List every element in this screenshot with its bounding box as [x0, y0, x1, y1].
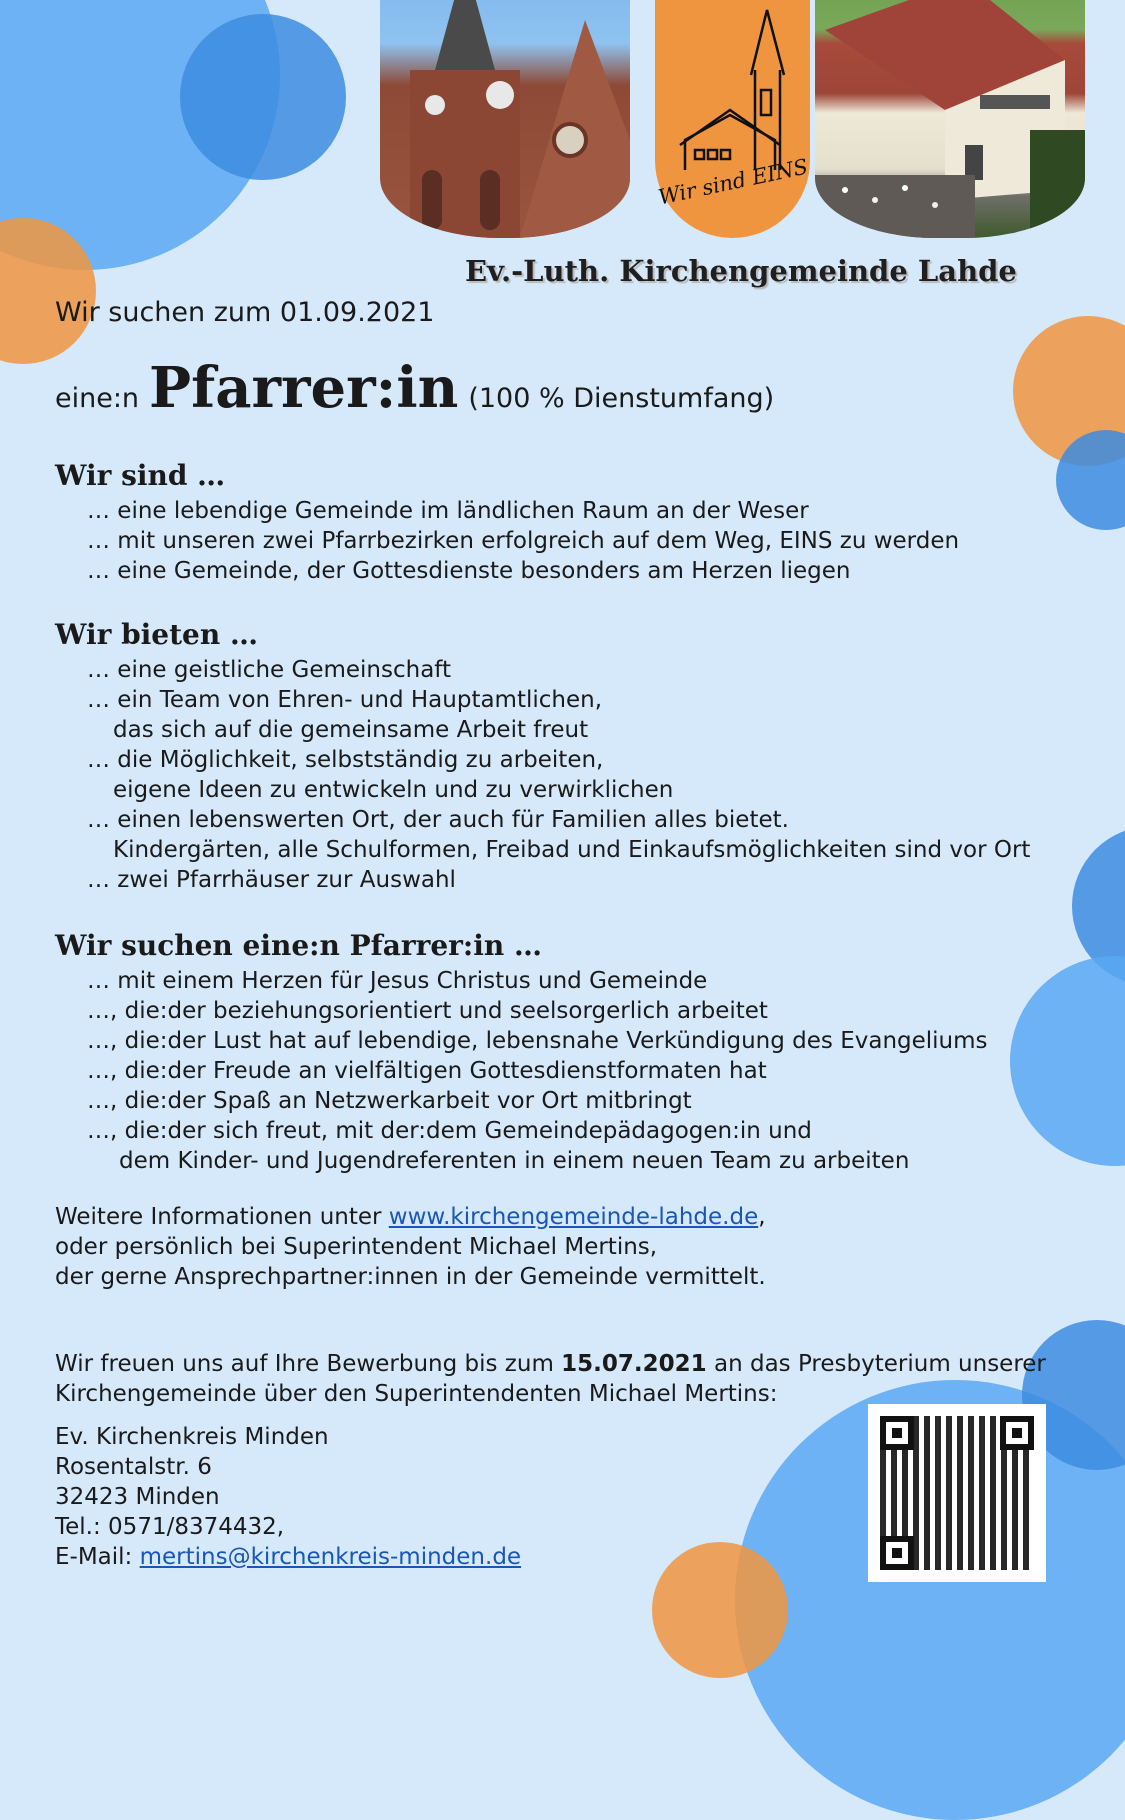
job-headline [55, 355, 774, 421]
decor-circle-orange-bottom [652, 1542, 788, 1678]
list-item: … mit einem Herzen für Jesus Christus und Gemeinde [87, 968, 708, 994]
list-item: … eine geistliche Gemeinschaft [87, 657, 452, 683]
headline-suffix: (100 % Dienstumfang) [468, 383, 775, 414]
info-block: Weitere Informationen unter www.kirchengemeinde-lahde.de, oder persönlich bei Superintendent Michael Mertins, der gerne Ansprechpartner:innen in der Gemeinde vermittelt. [55, 1204, 766, 1290]
deadline-date: 15.07.2021 [561, 1351, 707, 1377]
qr-finder [880, 1536, 914, 1570]
logo-panel [630, 0, 815, 238]
list-item: … die Möglichkeit, selbstständig zu arbeiten, eigene Ideen zu entwickeln und zu verwirklichen [87, 747, 674, 803]
list-item: …, die:der Spaß an Netzwerkarbeit vor Ort mitbringt [87, 1088, 692, 1114]
section-wir-sind [55, 458, 959, 586]
logo-oval [655, 0, 810, 238]
section-heading: Wir suchen eine:n Pfarrer:in … [55, 929, 542, 962]
header-photos [380, 0, 1085, 238]
list-item: … eine Gemeinde, der Gottesdienste besonders am Herzen liegen [87, 558, 851, 584]
list-item: … eine lebendige Gemeinde im ländlichen Raum an der Weser [87, 498, 809, 524]
list-item: … mit unseren zwei Pfarrbezirken erfolgreich auf dem Weg, EINS zu werden [87, 528, 960, 554]
website-link[interactable]: www.kirchengemeinde-lahde.de [388, 1204, 759, 1230]
qr-finder [880, 1416, 914, 1450]
list-item: …, die:der beziehungsorientiert und seelsorgerlich arbeitet [87, 998, 768, 1024]
org-title: Ev.-Luth. Kirchengemeinde Lahde [465, 254, 1017, 288]
list-item: … zwei Pfarrhäuser zur Auswahl [87, 867, 456, 893]
section-wir-bieten [55, 617, 1030, 895]
list-item: …, die:der Lust hat auf lebendige, lebensnahe Verkündigung des Evangeliums [87, 1028, 988, 1054]
list-item: …, die:der sich freut, mit der:dem Gemeindepädagogen:in und dem Kinder- und Jugendreferenten in einem neuen Team zu arbeiten [87, 1118, 910, 1174]
email-link[interactable]: mertins@kirchenkreis-minden.de [139, 1544, 522, 1570]
section-heading: Wir bieten … [55, 618, 258, 651]
list-item: …, die:der Freude an vielfältigen Gottesdienstformaten hat [87, 1058, 767, 1084]
logo-text: Wir sind EINS [656, 154, 811, 210]
church-photo [380, 0, 630, 238]
list-item: … einen lebenswerten Ort, der auch für Familien alles bietet. Kindergärten, alle Schulformen, Freibad und Einkaufsmöglichkeiten sind vor Ort [87, 807, 1031, 863]
job-title: Pfarrer:in [149, 355, 459, 421]
qr-code[interactable] [868, 1404, 1046, 1582]
list-item: … ein Team von Ehren- und Hauptamtlichen, das sich auf die gemeinsame Arbeit freut [87, 687, 603, 743]
section-wir-suchen [55, 928, 988, 1176]
parish-hall-photo [815, 0, 1085, 238]
decor-circle-right-3 [1010, 956, 1125, 1166]
parish-hall-illustration [815, 0, 1085, 238]
contact-address: Ev. Kirchenkreis Minden Rosentalstr. 6 32423 Minden Tel.: 0571/8374432, E-Mail: mertins@kirchenkreis-minden.de [55, 1424, 522, 1570]
qr-finder [1000, 1416, 1034, 1450]
intro-text: Wir suchen zum 01.09.2021 [55, 297, 435, 328]
church-illustration [380, 0, 630, 238]
section-heading: Wir sind … [55, 459, 226, 492]
application-text: Wir freuen uns auf Ihre Bewerbung bis zum 15.07.2021 an das Presbyterium unserer Kirchengemeinde über den Superintendenten Michael Mertins: [55, 1351, 1046, 1407]
decor-circle-top-left-2 [180, 14, 346, 180]
headline-prefix: eine:n [55, 383, 140, 414]
